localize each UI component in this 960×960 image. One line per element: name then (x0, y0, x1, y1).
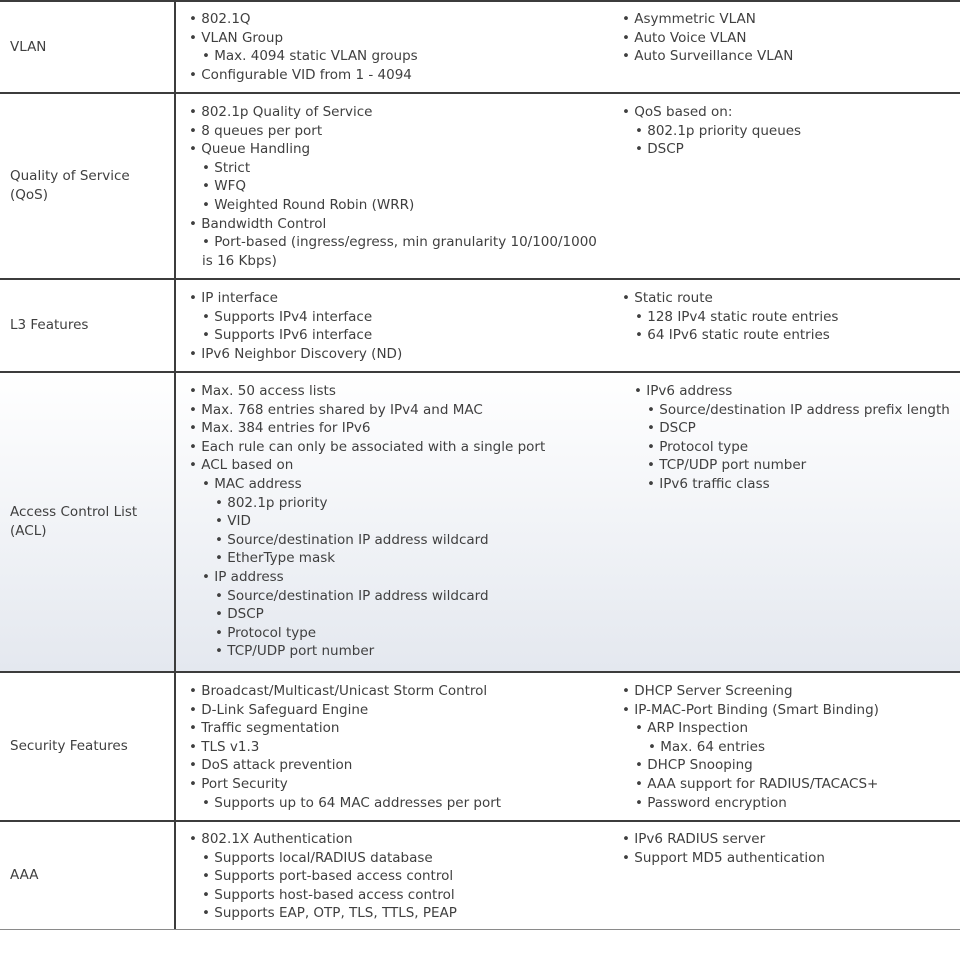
list-item: • DSCP (215, 606, 264, 623)
spec-row-aaa (0, 820, 960, 929)
list-item: is 16 Kbps) (202, 252, 277, 269)
list-item: • Static route (622, 290, 713, 306)
list-item: • Strict (202, 159, 251, 176)
list-item: • D-Link Safeguard Engine (189, 701, 369, 718)
list-item: • VID (215, 513, 251, 530)
list-item: • Source/destination IP address prefix length (647, 401, 950, 418)
list-item: • Bandwidth Control (189, 215, 327, 232)
row-label-line: Quality of Service (10, 168, 130, 184)
list-item: • DHCP Snooping (635, 757, 753, 774)
list-item: • TLS v1.3 (189, 738, 260, 755)
list-item: • IP interface (189, 290, 278, 306)
list-item: • Source/destination IP address wildcard (215, 587, 489, 604)
feature-column-2 (622, 289, 960, 345)
spec-row-acl (0, 371, 960, 671)
feature-column-1 (189, 10, 609, 84)
list-item: • TCP/UDP port number (647, 457, 807, 474)
list-item: • Supports IPv4 interface (202, 308, 373, 325)
feature-column-2 (622, 830, 960, 867)
row-label (0, 2, 176, 92)
row-label (0, 373, 176, 671)
row-label-line: Security Features (10, 738, 128, 754)
list-item: • Supports port-based access control (202, 868, 454, 885)
list-item: • QoS based on: (622, 104, 733, 120)
row-label-line: AAA (10, 867, 39, 883)
list-item: • 802.1p priority queues (635, 122, 802, 139)
list-item: • IPv6 address (634, 383, 733, 399)
list-item: • Supports local/RADIUS database (202, 849, 433, 866)
row-label-line: VLAN (10, 38, 47, 55)
list-item: • IPv6 traffic class (647, 475, 770, 492)
feature-column-1 (189, 830, 609, 923)
list-item: • EtherType mask (215, 550, 336, 567)
list-item: • DSCP (647, 420, 696, 437)
list-item: • Port-based (ingress/egress, min granularity 10/100/1000 (202, 234, 597, 251)
row-label (0, 280, 176, 371)
feature-column-2 (622, 103, 960, 159)
row-label-line: (ACL) (10, 523, 47, 539)
list-item: • Each rule can only be associated with a single port (189, 438, 546, 455)
list-item: • DSCP (635, 141, 684, 158)
list-item: • IPv6 RADIUS server (622, 831, 766, 847)
list-item: • Asymmetric VLAN (622, 11, 756, 27)
list-item: • DHCP Server Screening (622, 683, 793, 699)
list-item: • Supports EAP, OTP, TLS, TTLS, PEAP (202, 905, 457, 922)
row-label-line: (QoS) (10, 187, 48, 203)
list-item: • Supports host-based access control (202, 886, 455, 903)
list-item: • Max. 64 entries (648, 738, 766, 755)
list-item: • VLAN Group (189, 29, 284, 46)
list-item: • Max. 384 entries for IPv6 (189, 420, 371, 437)
row-label (0, 673, 176, 820)
feature-column-2 (634, 382, 960, 494)
list-item: • Supports IPv6 interface (202, 327, 373, 344)
list-item: • Max. 4094 static VLAN groups (202, 48, 418, 65)
spec-row-security-features (0, 671, 960, 820)
list-item: • 802.1X Authentication (189, 831, 353, 847)
list-item: • Supports up to 64 MAC addresses per port (202, 794, 502, 811)
list-item: • Protocol type (215, 624, 317, 641)
list-item: • 802.1p priority (215, 494, 328, 511)
list-item: • Source/destination IP address wildcard (215, 531, 489, 548)
list-item: • Configurable VID from 1 - 4094 (189, 66, 412, 83)
list-item: • Auto Surveillance VLAN (622, 48, 794, 65)
list-item: • IPv6 Neighbor Discovery (ND) (189, 345, 403, 362)
list-item: • TCP/UDP port number (215, 643, 375, 660)
list-item: • 64 IPv6 static route entries (635, 327, 830, 344)
feature-column-1 (189, 382, 609, 661)
list-item: • Port Security (189, 775, 288, 792)
list-item: • IP-MAC-Port Binding (Smart Binding) (622, 701, 879, 718)
list-item: • Max. 50 access lists (189, 383, 336, 399)
list-item: • 802.1Q (189, 11, 251, 27)
list-item: • Auto Voice VLAN (622, 29, 747, 46)
feature-column-1 (189, 682, 609, 812)
row-label (0, 94, 176, 278)
spec-row-qos (0, 92, 960, 278)
list-item: • ACL based on (189, 457, 294, 474)
feature-column-1 (189, 289, 609, 363)
list-item: • AAA support for RADIUS/TACACS+ (635, 775, 879, 792)
list-item: • ARP Inspection (635, 720, 749, 737)
list-item: • Broadcast/Multicast/Unicast Storm Control (189, 683, 488, 699)
list-item: • 128 IPv4 static route entries (635, 308, 839, 325)
list-item: • 8 queues per port (189, 122, 323, 139)
feature-column-1 (189, 103, 609, 270)
list-item: • Protocol type (647, 438, 749, 455)
list-item: • Max. 768 entries shared by IPv4 and MAC (189, 401, 483, 418)
feature-column-2 (622, 10, 960, 66)
list-item: • 802.1p Quality of Service (189, 104, 373, 120)
feature-column-2 (622, 682, 960, 812)
row-label (0, 822, 176, 929)
list-item: • Support MD5 authentication (622, 849, 825, 866)
row-label-line: Access Control List (10, 504, 138, 520)
table-bottom-rule (0, 929, 960, 930)
spec-row-l3-features (0, 278, 960, 371)
list-item: • MAC address (202, 475, 302, 492)
list-item: • DoS attack prevention (189, 757, 353, 774)
spec-row-vlan (0, 0, 960, 92)
list-item: • WFQ (202, 178, 246, 195)
list-item: • Password encryption (635, 794, 787, 811)
list-item: • Traffic segmentation (189, 720, 340, 737)
list-item: • Queue Handling (189, 141, 311, 158)
list-item: • IP address (202, 568, 284, 585)
list-item: • Weighted Round Robin (WRR) (202, 196, 415, 213)
row-label-line: L3 Features (10, 317, 89, 333)
